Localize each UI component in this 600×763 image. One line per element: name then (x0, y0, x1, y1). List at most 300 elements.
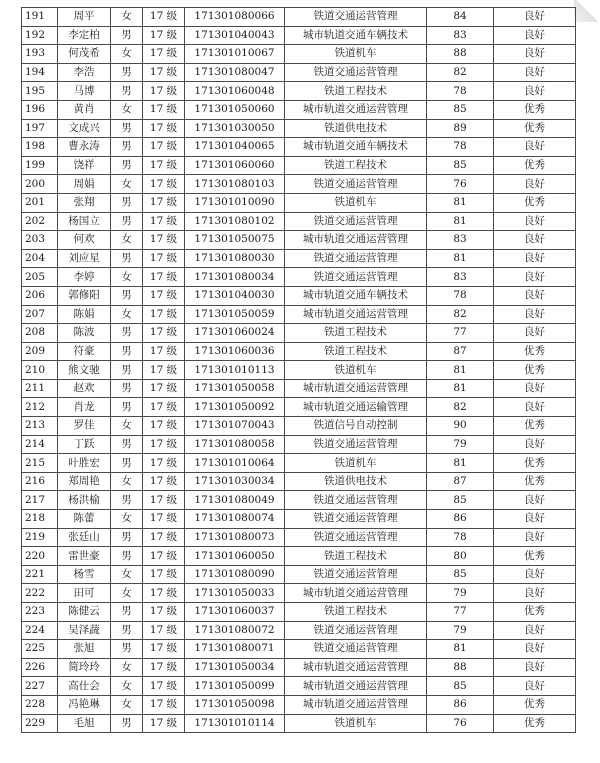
grade-cell: 17 级 (143, 63, 185, 82)
major-cell: 铁道机车 (285, 193, 427, 212)
table-row (22, 8, 576, 27)
grade-cell: 17 级 (143, 640, 185, 659)
student-id-cell: 171301050033 (185, 584, 285, 603)
student-id-cell: 171301080102 (185, 212, 285, 231)
rating-cell: 良好 (494, 249, 576, 268)
row-number-cell: 196 (22, 100, 58, 119)
student-id-cell: 171301060036 (185, 342, 285, 361)
table-row (22, 268, 576, 287)
major-cell: 城市轨道交通运营管理 (285, 379, 427, 398)
major-cell: 城市轨道交通运营管理 (285, 584, 427, 603)
student-id-cell: 171301080066 (185, 8, 285, 27)
gender-cell: 男 (111, 621, 143, 640)
table-row (22, 193, 576, 212)
student-id-cell: 171301080072 (185, 621, 285, 640)
table-row (22, 119, 576, 138)
student-id-cell: 171301080090 (185, 565, 285, 584)
score-cell: 81 (427, 249, 494, 268)
gender-cell: 男 (111, 640, 143, 659)
student-name-cell: 周娟 (58, 175, 111, 194)
gender-cell: 男 (111, 379, 143, 398)
gender-cell: 男 (111, 342, 143, 361)
student-name-cell: 文成兴 (58, 119, 111, 138)
major-cell: 城市轨道交通运营管理 (285, 677, 427, 696)
table-row (22, 175, 576, 194)
table-row (22, 603, 576, 622)
table-row (22, 695, 576, 714)
rating-cell: 良好 (494, 491, 576, 510)
table-row (22, 528, 576, 547)
rating-cell: 优秀 (494, 119, 576, 138)
student-name-cell: 陈波 (58, 324, 111, 343)
row-number-cell: 198 (22, 138, 58, 157)
score-cell: 85 (427, 491, 494, 510)
table-row (22, 584, 576, 603)
student-name-cell: 李定柏 (58, 26, 111, 45)
gender-cell: 女 (111, 417, 143, 436)
student-name-cell: 熊文驰 (58, 361, 111, 380)
score-cell: 78 (427, 82, 494, 101)
score-cell: 81 (427, 212, 494, 231)
major-cell: 城市轨道交通车辆技术 (285, 138, 427, 157)
major-cell: 铁道交通运营管理 (285, 249, 427, 268)
row-number-cell: 210 (22, 361, 58, 380)
table-row (22, 565, 576, 584)
table-row (22, 138, 576, 157)
score-cell: 83 (427, 231, 494, 250)
rating-cell: 良好 (494, 138, 576, 157)
grade-cell: 17 级 (143, 119, 185, 138)
grade-cell: 17 级 (143, 454, 185, 473)
row-number-cell: 226 (22, 658, 58, 677)
major-cell: 铁道工程技术 (285, 342, 427, 361)
row-number-cell: 194 (22, 63, 58, 82)
table-row (22, 342, 576, 361)
grade-cell: 17 级 (143, 286, 185, 305)
row-number-cell: 224 (22, 621, 58, 640)
student-name-cell: 马博 (58, 82, 111, 101)
major-cell: 铁道机车 (285, 361, 427, 380)
student-roster-table (21, 7, 576, 733)
gender-cell: 男 (111, 286, 143, 305)
table-row (22, 156, 576, 175)
student-name-cell: 陈健云 (58, 603, 111, 622)
student-name-cell: 李浩 (58, 63, 111, 82)
rating-cell: 良好 (494, 621, 576, 640)
score-cell: 82 (427, 305, 494, 324)
student-name-cell: 杨国立 (58, 212, 111, 231)
rating-cell: 优秀 (494, 603, 576, 622)
student-name-cell: 丁跃 (58, 435, 111, 454)
score-cell: 85 (427, 677, 494, 696)
student-name-cell: 高仕会 (58, 677, 111, 696)
major-cell: 城市轨道交通运输管理 (285, 398, 427, 417)
student-name-cell: 符豪 (58, 342, 111, 361)
student-name-cell: 冯艳琳 (58, 695, 111, 714)
student-name-cell: 吴泽蔬 (58, 621, 111, 640)
grade-cell: 17 级 (143, 379, 185, 398)
grade-cell: 17 级 (143, 8, 185, 27)
student-name-cell: 陈娟 (58, 305, 111, 324)
student-id-cell: 171301010067 (185, 45, 285, 64)
major-cell: 铁道供电技术 (285, 472, 427, 491)
table-row (22, 677, 576, 696)
major-cell: 城市轨道交通车辆技术 (285, 286, 427, 305)
major-cell: 城市轨道交通运营管理 (285, 100, 427, 119)
grade-cell: 17 级 (143, 658, 185, 677)
table-row (22, 491, 576, 510)
major-cell: 铁道交通运营管理 (285, 8, 427, 27)
gender-cell: 男 (111, 547, 143, 566)
row-number-cell: 223 (22, 603, 58, 622)
table-row (22, 305, 576, 324)
row-number-cell: 201 (22, 193, 58, 212)
rating-cell: 良好 (494, 26, 576, 45)
grade-cell: 17 级 (143, 45, 185, 64)
row-number-cell: 229 (22, 714, 58, 733)
student-id-cell: 171301050075 (185, 231, 285, 250)
student-id-cell: 171301010113 (185, 361, 285, 380)
row-number-cell: 225 (22, 640, 58, 659)
table-row (22, 231, 576, 250)
gender-cell: 男 (111, 156, 143, 175)
row-number-cell: 218 (22, 510, 58, 529)
grade-cell: 17 级 (143, 268, 185, 287)
grade-cell: 17 级 (143, 417, 185, 436)
student-id-cell: 171301010064 (185, 454, 285, 473)
major-cell: 铁道交通运营管理 (285, 510, 427, 529)
gender-cell: 女 (111, 305, 143, 324)
student-id-cell: 171301060037 (185, 603, 285, 622)
student-id-cell: 171301080073 (185, 528, 285, 547)
gender-cell: 女 (111, 8, 143, 27)
student-id-cell: 171301080030 (185, 249, 285, 268)
student-name-cell: 赵欢 (58, 379, 111, 398)
grade-cell: 17 级 (143, 491, 185, 510)
score-cell: 78 (427, 286, 494, 305)
row-number-cell: 227 (22, 677, 58, 696)
grade-cell: 17 级 (143, 212, 185, 231)
table-row (22, 472, 576, 491)
table-row (22, 640, 576, 659)
score-cell: 83 (427, 26, 494, 45)
major-cell: 铁道供电技术 (285, 119, 427, 138)
row-number-cell: 222 (22, 584, 58, 603)
grade-cell: 17 级 (143, 305, 185, 324)
grade-cell: 17 级 (143, 361, 185, 380)
score-cell: 80 (427, 547, 494, 566)
gender-cell: 女 (111, 584, 143, 603)
major-cell: 铁道交通运营管理 (285, 621, 427, 640)
row-number-cell: 212 (22, 398, 58, 417)
row-number-cell: 221 (22, 565, 58, 584)
rating-cell: 优秀 (494, 342, 576, 361)
gender-cell: 男 (111, 212, 143, 231)
table-row (22, 658, 576, 677)
rating-cell: 优秀 (494, 100, 576, 119)
student-name-cell: 刘应星 (58, 249, 111, 268)
rating-cell: 良好 (494, 640, 576, 659)
major-cell: 铁道工程技术 (285, 547, 427, 566)
score-cell: 81 (427, 361, 494, 380)
rating-cell: 良好 (494, 175, 576, 194)
table-row (22, 621, 576, 640)
gender-cell: 男 (111, 193, 143, 212)
gender-cell: 男 (111, 82, 143, 101)
grade-cell: 17 级 (143, 695, 185, 714)
student-id-cell: 171301050098 (185, 695, 285, 714)
major-cell: 城市轨道交通运营管理 (285, 231, 427, 250)
row-number-cell: 192 (22, 26, 58, 45)
rating-cell: 良好 (494, 63, 576, 82)
gender-cell: 女 (111, 268, 143, 287)
score-cell: 87 (427, 342, 494, 361)
student-id-cell: 171301040030 (185, 286, 285, 305)
student-name-cell: 张廷山 (58, 528, 111, 547)
student-name-cell: 杨雪 (58, 565, 111, 584)
grade-cell: 17 级 (143, 510, 185, 529)
table-row (22, 82, 576, 101)
student-name-cell: 肖龙 (58, 398, 111, 417)
score-cell: 77 (427, 324, 494, 343)
student-id-cell: 171301010114 (185, 714, 285, 733)
student-name-cell: 饶祥 (58, 156, 111, 175)
rating-cell: 良好 (494, 510, 576, 529)
student-id-cell: 171301080049 (185, 491, 285, 510)
student-id-cell: 171301070043 (185, 417, 285, 436)
student-id-cell: 171301080103 (185, 175, 285, 194)
grade-cell: 17 级 (143, 249, 185, 268)
row-number-cell: 195 (22, 82, 58, 101)
score-cell: 82 (427, 398, 494, 417)
grade-cell: 17 级 (143, 565, 185, 584)
gender-cell: 男 (111, 249, 143, 268)
gender-cell: 男 (111, 119, 143, 138)
gender-cell: 男 (111, 361, 143, 380)
score-cell: 87 (427, 472, 494, 491)
student-id-cell: 171301060048 (185, 82, 285, 101)
gender-cell: 女 (111, 658, 143, 677)
score-cell: 83 (427, 268, 494, 287)
student-id-cell: 171301080074 (185, 510, 285, 529)
student-name-cell: 张翔 (58, 193, 111, 212)
major-cell: 铁道机车 (285, 45, 427, 64)
score-cell: 89 (427, 119, 494, 138)
student-name-cell: 田可 (58, 584, 111, 603)
row-number-cell: 219 (22, 528, 58, 547)
rating-cell: 良好 (494, 268, 576, 287)
gender-cell: 女 (111, 100, 143, 119)
gender-cell: 男 (111, 603, 143, 622)
student-id-cell: 171301050034 (185, 658, 285, 677)
student-name-cell: 雷世豪 (58, 547, 111, 566)
row-number-cell: 213 (22, 417, 58, 436)
major-cell: 铁道交通运营管理 (285, 565, 427, 584)
student-id-cell: 171301080058 (185, 435, 285, 454)
student-name-cell: 简玲玲 (58, 658, 111, 677)
gender-cell: 男 (111, 26, 143, 45)
rating-cell: 良好 (494, 528, 576, 547)
score-cell: 78 (427, 138, 494, 157)
score-cell: 86 (427, 695, 494, 714)
gender-cell: 男 (111, 435, 143, 454)
grade-cell: 17 级 (143, 472, 185, 491)
table-row (22, 510, 576, 529)
rating-cell: 良好 (494, 231, 576, 250)
row-number-cell: 208 (22, 324, 58, 343)
major-cell: 铁道交通运营管理 (285, 212, 427, 231)
grade-cell: 17 级 (143, 398, 185, 417)
student-name-cell: 周平 (58, 8, 111, 27)
row-number-cell: 228 (22, 695, 58, 714)
rating-cell: 优秀 (494, 695, 576, 714)
gender-cell: 男 (111, 63, 143, 82)
major-cell: 铁道交通运营管理 (285, 491, 427, 510)
rating-cell: 良好 (494, 584, 576, 603)
major-cell: 城市轨道交通运营管理 (285, 305, 427, 324)
grade-cell: 17 级 (143, 342, 185, 361)
row-number-cell: 197 (22, 119, 58, 138)
score-cell: 79 (427, 584, 494, 603)
student-id-cell: 171301050059 (185, 305, 285, 324)
rating-cell: 优秀 (494, 547, 576, 566)
score-cell: 76 (427, 175, 494, 194)
student-name-cell: 毛旭 (58, 714, 111, 733)
table-row (22, 379, 576, 398)
student-name-cell: 曹永涛 (58, 138, 111, 157)
score-cell: 81 (427, 454, 494, 473)
score-cell: 88 (427, 45, 494, 64)
student-id-cell: 171301050099 (185, 677, 285, 696)
major-cell: 铁道工程技术 (285, 156, 427, 175)
score-cell: 85 (427, 565, 494, 584)
table-row (22, 324, 576, 343)
gender-cell: 男 (111, 528, 143, 547)
major-cell: 铁道机车 (285, 714, 427, 733)
table-row (22, 100, 576, 119)
grade-cell: 17 级 (143, 714, 185, 733)
score-cell: 90 (427, 417, 494, 436)
table-row (22, 547, 576, 566)
grade-cell: 17 级 (143, 621, 185, 640)
row-number-cell: 217 (22, 491, 58, 510)
rating-cell: 优秀 (494, 454, 576, 473)
rating-cell: 良好 (494, 435, 576, 454)
major-cell: 铁道交通运营管理 (285, 640, 427, 659)
gender-cell: 女 (111, 565, 143, 584)
row-number-cell: 206 (22, 286, 58, 305)
gender-cell: 女 (111, 175, 143, 194)
major-cell: 铁道工程技术 (285, 324, 427, 343)
major-cell: 铁道交通运营管理 (285, 268, 427, 287)
score-cell: 85 (427, 100, 494, 119)
rating-cell: 良好 (494, 82, 576, 101)
major-cell: 铁道工程技术 (285, 603, 427, 622)
student-id-cell: 171301030050 (185, 119, 285, 138)
grade-cell: 17 级 (143, 193, 185, 212)
row-number-cell: 202 (22, 212, 58, 231)
student-id-cell: 171301050060 (185, 100, 285, 119)
rating-cell: 良好 (494, 8, 576, 27)
rating-cell: 优秀 (494, 714, 576, 733)
rating-cell: 良好 (494, 379, 576, 398)
score-cell: 81 (427, 379, 494, 398)
student-id-cell: 171301080071 (185, 640, 285, 659)
score-cell: 82 (427, 63, 494, 82)
gender-cell: 男 (111, 454, 143, 473)
score-cell: 86 (427, 510, 494, 529)
grade-cell: 17 级 (143, 528, 185, 547)
rating-cell: 良好 (494, 45, 576, 64)
major-cell: 城市轨道交通车辆技术 (285, 26, 427, 45)
roster-body (22, 8, 576, 733)
student-id-cell: 171301080034 (185, 268, 285, 287)
table-row (22, 454, 576, 473)
student-name-cell: 叶胜宏 (58, 454, 111, 473)
student-name-cell: 黄肖 (58, 100, 111, 119)
rating-cell: 良好 (494, 324, 576, 343)
grade-cell: 17 级 (143, 138, 185, 157)
student-name-cell: 郑周艳 (58, 472, 111, 491)
row-number-cell: 203 (22, 231, 58, 250)
grade-cell: 17 级 (143, 584, 185, 603)
table-row (22, 249, 576, 268)
score-cell: 77 (427, 603, 494, 622)
major-cell: 铁道机车 (285, 454, 427, 473)
gender-cell: 男 (111, 491, 143, 510)
table-row (22, 714, 576, 733)
table-row (22, 435, 576, 454)
student-id-cell: 171301030034 (185, 472, 285, 491)
gender-cell: 男 (111, 398, 143, 417)
gender-cell: 女 (111, 695, 143, 714)
row-number-cell: 220 (22, 547, 58, 566)
gender-cell: 男 (111, 138, 143, 157)
grade-cell: 17 级 (143, 231, 185, 250)
student-id-cell: 171301050058 (185, 379, 285, 398)
student-id-cell: 171301080047 (185, 63, 285, 82)
major-cell: 铁道交通运营管理 (285, 528, 427, 547)
major-cell: 铁道信号自动控制 (285, 417, 427, 436)
major-cell: 城市轨道交通运营管理 (285, 658, 427, 677)
score-cell: 79 (427, 435, 494, 454)
grade-cell: 17 级 (143, 100, 185, 119)
score-cell: 78 (427, 528, 494, 547)
table-row (22, 63, 576, 82)
student-id-cell: 171301010090 (185, 193, 285, 212)
major-cell: 城市轨道交通运营管理 (285, 695, 427, 714)
grade-cell: 17 级 (143, 603, 185, 622)
student-id-cell: 171301060050 (185, 547, 285, 566)
table-row (22, 45, 576, 64)
student-name-cell: 何茂希 (58, 45, 111, 64)
rating-cell: 优秀 (494, 156, 576, 175)
gender-cell: 女 (111, 677, 143, 696)
score-cell: 81 (427, 193, 494, 212)
table-row (22, 417, 576, 436)
score-cell: 76 (427, 714, 494, 733)
grade-cell: 17 级 (143, 156, 185, 175)
rating-cell: 优秀 (494, 472, 576, 491)
student-id-cell: 171301060060 (185, 156, 285, 175)
student-id-cell: 171301060024 (185, 324, 285, 343)
rating-cell: 良好 (494, 565, 576, 584)
student-name-cell: 何欢 (58, 231, 111, 250)
row-number-cell: 200 (22, 175, 58, 194)
grade-cell: 17 级 (143, 435, 185, 454)
rating-cell: 优秀 (494, 417, 576, 436)
rating-cell: 良好 (494, 677, 576, 696)
